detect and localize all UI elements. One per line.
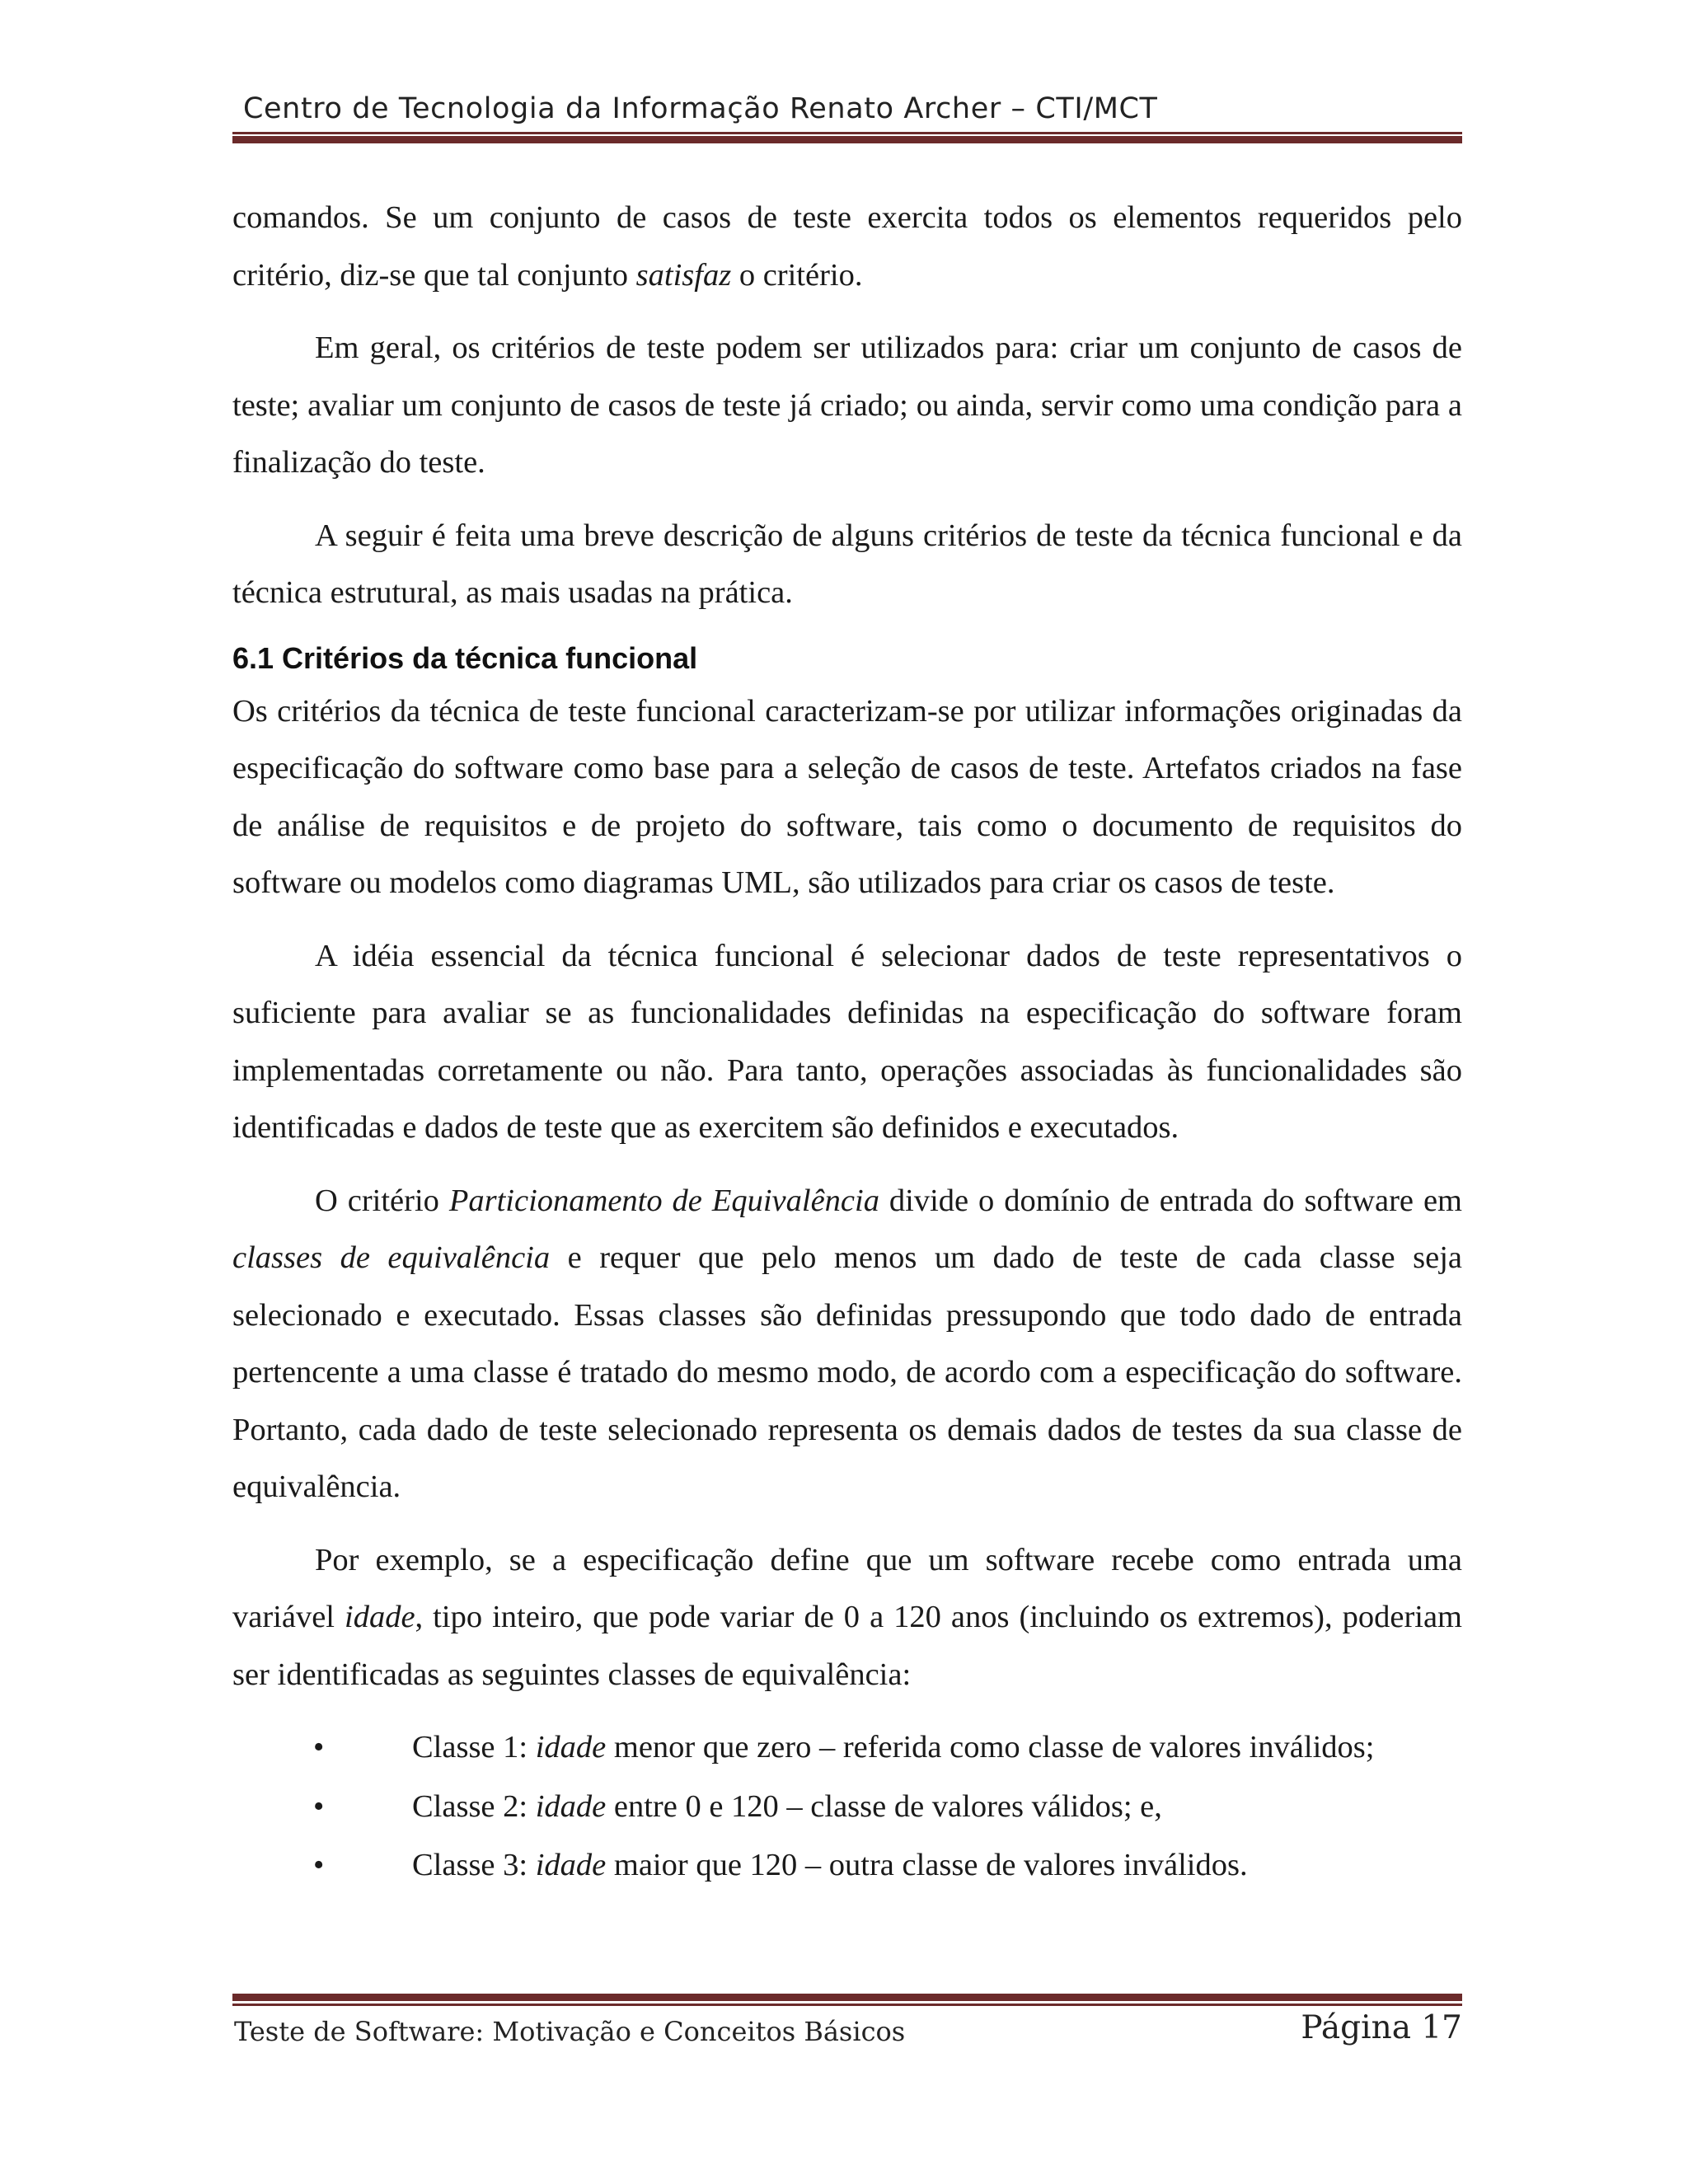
footer-rule-thick	[232, 1994, 1462, 2001]
header-rule-thick	[232, 136, 1462, 143]
list-item-text-b: entre 0 e 120 – classe de valores válidos; e,	[606, 1788, 1162, 1824]
list-item-text-a: Classe 2:	[412, 1788, 536, 1824]
list-item-emphasis: idade	[535, 1730, 607, 1765]
paragraph-6	[232, 1173, 1462, 1516]
paragraph-6-text-b: divide o domínio de entrada do software em	[879, 1183, 1462, 1218]
footer-document-title: Teste de Software: Motivação e Conceitos Básicos	[234, 2016, 906, 2047]
list-item-text-b: menor que zero – referida como classe de valores inválidos;	[606, 1730, 1375, 1765]
paragraph-7-text-a: Por exemplo, se a especificação define que um software recebe como entrada uma variável	[232, 1542, 1462, 1634]
paragraph-7-emphasis: idade	[345, 1600, 415, 1634]
list-item-text-b: maior que 120 – outra classe de valores inválidos.	[606, 1848, 1248, 1882]
bullet-icon: •	[313, 1848, 325, 1882]
paragraph-2: Em geral, os critérios de teste podem ser utilizados para: criar um conjunto de casos de teste; avaliar um conjunto de casos de teste já criado; ou ainda, servir como uma condição para a finalização do teste.	[232, 330, 1462, 480]
paragraph-4: Os critérios da técnica de teste funcional caracterizam-se por utilizar informações originadas da especificação do software como base para a seleção de casos de teste. Artefatos criados na fase de análise de requisitos e de projeto do software, tais como o documento de requisitos do software ou modelos como diagramas UML, são utilizados para criar os casos de teste.	[232, 693, 1462, 900]
paragraph-1-emphasis: satisfaz	[635, 257, 732, 293]
page-header-title: Centro de Tecnologia da Informação Renato Archer – CTI/MCT	[243, 92, 1158, 125]
section-heading: 6.1 Critérios da técnica funcional	[232, 640, 698, 675]
equivalence-class-list	[232, 1719, 1462, 1895]
paragraph-1-text-b: o critério.	[731, 257, 863, 293]
paragraph-1-text-a: comandos. Se um conjunto de casos de teste exercita todos os elementos requeridos pelo critério, diz-se que tal conjunto	[232, 200, 1462, 293]
paragraph-3: A seguir é feita uma breve descrição de alguns critérios de teste da técnica funcional e da técnica estrutural, as mais usadas na prática.	[232, 518, 1462, 610]
paragraph-5: A idéia essencial da técnica funcional é selecionar dados de teste representativos o suficiente para avaliar se as funcionalidades definidas na especificação do software foram implementadas corretamente ou não. Para tanto, operações associadas às funcionalidades são identificadas e dados de teste que as exercitem são definidos e executados.	[232, 938, 1462, 1145]
list-item	[232, 1837, 1462, 1895]
list-item	[232, 1779, 1462, 1836]
paragraph-6-text-a: O critério	[315, 1183, 449, 1218]
paragraph-7	[232, 1532, 1462, 1704]
bullet-icon: •	[313, 1788, 325, 1824]
paragraph-1	[232, 190, 1462, 304]
paragraph-6-emphasis-2: classes de equivalência	[232, 1240, 551, 1275]
list-item-text-a: Classe 3:	[412, 1848, 536, 1882]
list-item-emphasis: idade	[535, 1848, 607, 1882]
list-item-emphasis: idade	[535, 1788, 607, 1824]
bullet-icon: •	[313, 1730, 325, 1765]
page-content	[232, 190, 1462, 1896]
footer-rule-thin	[232, 2004, 1462, 2006]
list-item	[232, 1719, 1462, 1777]
paragraph-7-text-b: , tipo inteiro, que pode variar de 0 a 120 anos (incluindo os extremos), poderiam ser identificadas as seguintes classes de equivalência:	[232, 1600, 1462, 1692]
header-rule-thin	[232, 132, 1462, 134]
list-item-text-a: Classe 1:	[412, 1730, 536, 1765]
paragraph-6-text-c: e requer que pelo menos um dado de teste de cada classe seja selecionado e executado. Essas classes são definidas pressupondo que todo dado de entrada pertencente a uma classe é tratado do mesmo modo, de acordo com a especificação do software. Portanto, cada dado de teste selecionado representa os demais dados de testes da sua classe de equivalência.	[232, 1240, 1462, 1504]
footer-page-number: Página 17	[1301, 2009, 1462, 2046]
paragraph-6-emphasis-1: Particionamento de Equivalência	[448, 1183, 879, 1218]
